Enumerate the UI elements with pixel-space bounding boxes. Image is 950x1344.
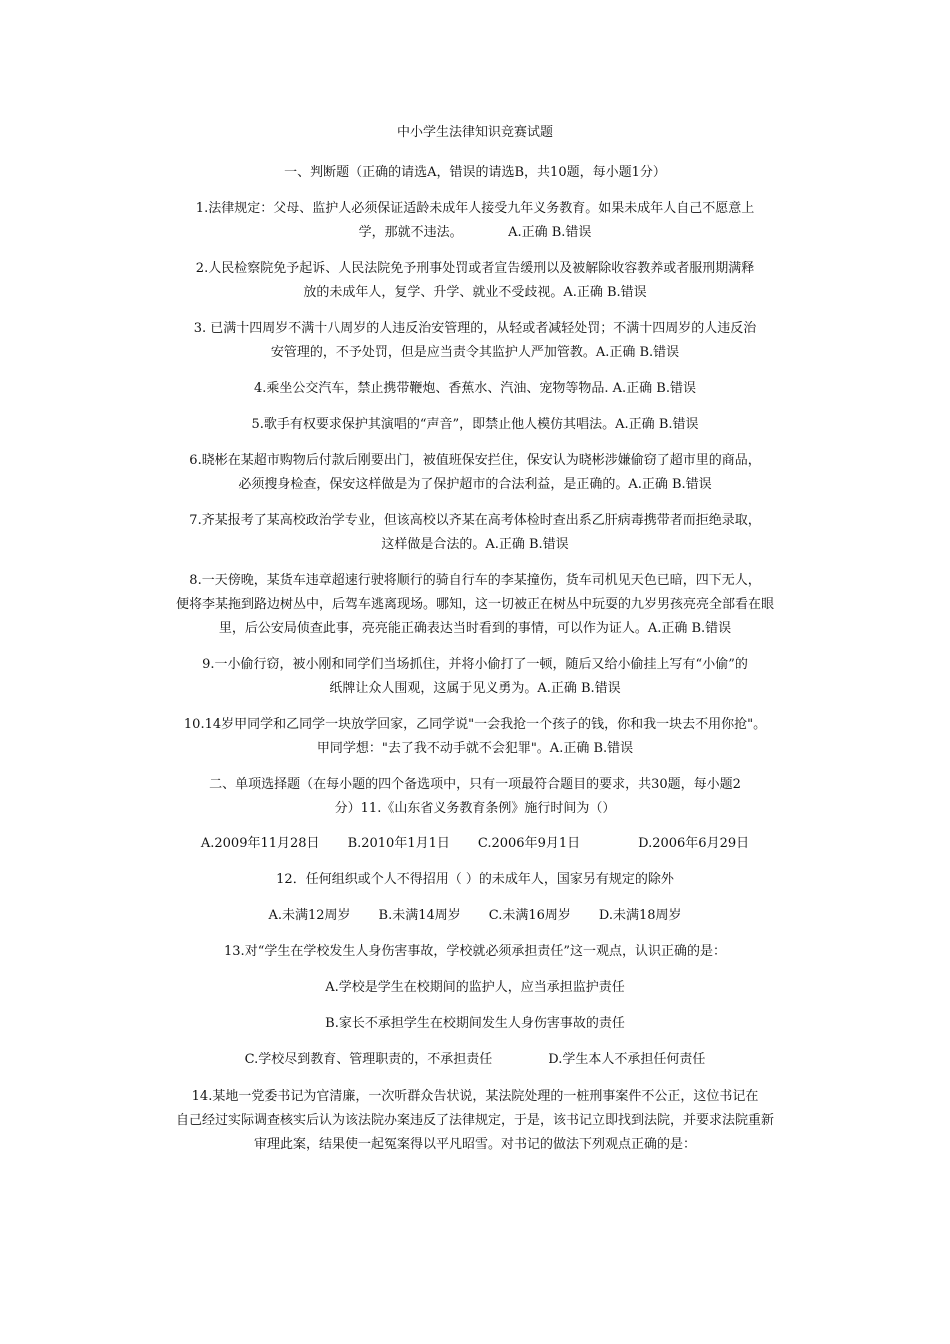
option-d: D.2006年6月29日 <box>638 836 750 851</box>
option-a: A.学校是学生在校期间的监护人，应当承担监护责任 <box>325 980 625 995</box>
question-text-line: 14.某地一党委书记为官清廉，一次听群众告状说，某法院处理的一桩刑事案件不公正，这位书记在 <box>191 1089 759 1104</box>
question-13-options-cd <box>140 1049 810 1071</box>
question-10 <box>140 713 810 761</box>
question-text-line: 1.法律规定：父母、监护人必须保证适龄未成年人接受九年义务教育。如果未成年人自己不愿意上 <box>195 201 755 216</box>
question-4 <box>140 377 810 401</box>
question-14 <box>140 1085 810 1157</box>
question-text-line: 自己经过实际调查核实后认为该法院办案违反了法律规定，于是，该书记立即找到法院，并要求法院重新 <box>175 1113 774 1128</box>
section-heading-choice <box>140 773 810 821</box>
question-text-line: 纸牌让众人围观，这属于见义勇为。A.正确 B.错误 <box>329 681 621 696</box>
question-7 <box>140 509 810 557</box>
section-heading-line: 二、单项选择题（在每小题的四个备选项中，只有一项最符合题目的要求，共30题，每小题2 <box>209 777 741 792</box>
question-text-line: 7.齐某报考了某高校政治学专业，但该高校以齐某在高考体检时查出系乙肝病毒携带者而拒绝录取， <box>189 513 761 528</box>
question-text-line: 学，那就不违法。 A.正确 B.错误 <box>358 225 592 240</box>
section-heading-line: 分）11.《山东省义务教育条例》施行时间为（） <box>334 801 616 816</box>
option-a: A.2009年11月28日 <box>200 836 320 851</box>
question-text-line: 10.14岁甲同学和乙同学一块放学回家，乙同学说"一会我抢一个孩子的钱，你和我一块去不用你抢"。 <box>183 717 767 732</box>
section-heading-judgment: 一、判断题（正确的请选A，错误的请选B，共10题，每小题1分） <box>284 165 666 180</box>
document-page <box>140 124 810 1169</box>
question-text-line: 5.歌手有权要求保护其演唱的“声音”，即禁止他人模仿其唱法。A.正确 B.错误 <box>251 417 699 432</box>
question-8 <box>140 569 810 641</box>
question-1 <box>140 197 810 245</box>
question-text-line: 必须搜身检查，保安这样做是为了保护超市的合法利益，是正确的。A.正确 B.错误 <box>238 477 712 492</box>
question-6 <box>140 449 810 497</box>
option-d: D.未满18周岁 <box>598 908 682 923</box>
question-text-line: 这样做是合法的。A.正确 B.错误 <box>381 537 569 552</box>
option-c: C.未满16周岁 <box>488 908 571 923</box>
question-text-line: 安管理的，不予处罚，但是应当责令其监护人严加管教。A.正确 B.错误 <box>270 345 680 360</box>
question-12-options <box>140 905 810 927</box>
question-text-line: 4.乘坐公交汽车，禁止携带鞭炮、香蕉水、汽油、宠物等物品. A.正确 B.错误 <box>253 381 696 396</box>
question-13: 13.对“学生在学校发生人身伤害事故，学校就必须承担责任”这一观点，认识正确的是： <box>224 944 726 959</box>
option-d: D.学生本人不承担任何责任 <box>548 1052 706 1067</box>
question-2 <box>140 257 810 305</box>
question-text-line: 甲同学想："去了我不动手就不会犯罪"。A.正确 B.错误 <box>316 741 634 756</box>
option-b: B.2010年1月1日 <box>347 836 450 851</box>
question-3 <box>140 317 810 365</box>
page-title: 中小学生法律知识竞赛试题 <box>396 125 553 140</box>
question-text-line: 2.人民检察院免予起诉、人民法院免予刑事处罚或者宣告缓刑以及被解除收容教养或者服刑期满释 <box>195 261 755 276</box>
option-a: A.未满12周岁 <box>268 908 351 923</box>
option-b: B.家长不承担学生在校期间发生人身伤害事故的责任 <box>325 1016 625 1031</box>
option-b: B.未满14周岁 <box>378 908 461 923</box>
question-text-line: 3. 已满十四周岁不满十八周岁的人违反治安管理的，从轻或者减轻处罚；不满十四周岁的人违反治 <box>193 321 757 336</box>
question-5 <box>140 413 810 437</box>
question-11-options <box>140 833 810 855</box>
option-c: C.学校尽到教育、管理职责的，不承担责任 <box>244 1052 493 1067</box>
question-text-line: 放的未成年人，复学、升学、就业不受歧视。A.正确 B.错误 <box>303 285 647 300</box>
option-c: C.2006年9月1日 <box>477 836 581 851</box>
question-text-line: 6.晓彬在某超市购物后付款后刚要出门，被值班保安拦住，保安认为晓彬涉嫌偷窃了超市里的商品， <box>189 453 761 468</box>
question-text-line: 便将李某拖到路边树丛中，后驾车逃离现场。哪知，这一切被正在树丛中玩耍的九岁男孩亮亮全部看在眼 <box>175 597 774 612</box>
question-12: 12．任何组织或个人不得招用（ ）的未成年人，国家另有规定的除外 <box>276 872 674 887</box>
question-text-line: 9.一小偷行窃，被小刚和同学们当场抓住，并将小偷打了一顿，随后又给小偷挂上写有“小偷”的 <box>202 657 748 672</box>
question-text-line: 8.一天傍晚，某货车违章超速行驶将顺行的骑自行车的李某撞伤，货车司机见天色已暗，四下无人， <box>189 573 761 588</box>
question-9 <box>140 653 810 701</box>
question-text-line: 审理此案，结果使一起冤案得以平凡昭雪。对书记的做法下列观点正确的是： <box>253 1137 696 1152</box>
question-text-line: 里，后公安局侦查此事，亮亮能正确表达当时看到的事情，可以作为证人。A.正确 B.错误 <box>218 621 732 636</box>
